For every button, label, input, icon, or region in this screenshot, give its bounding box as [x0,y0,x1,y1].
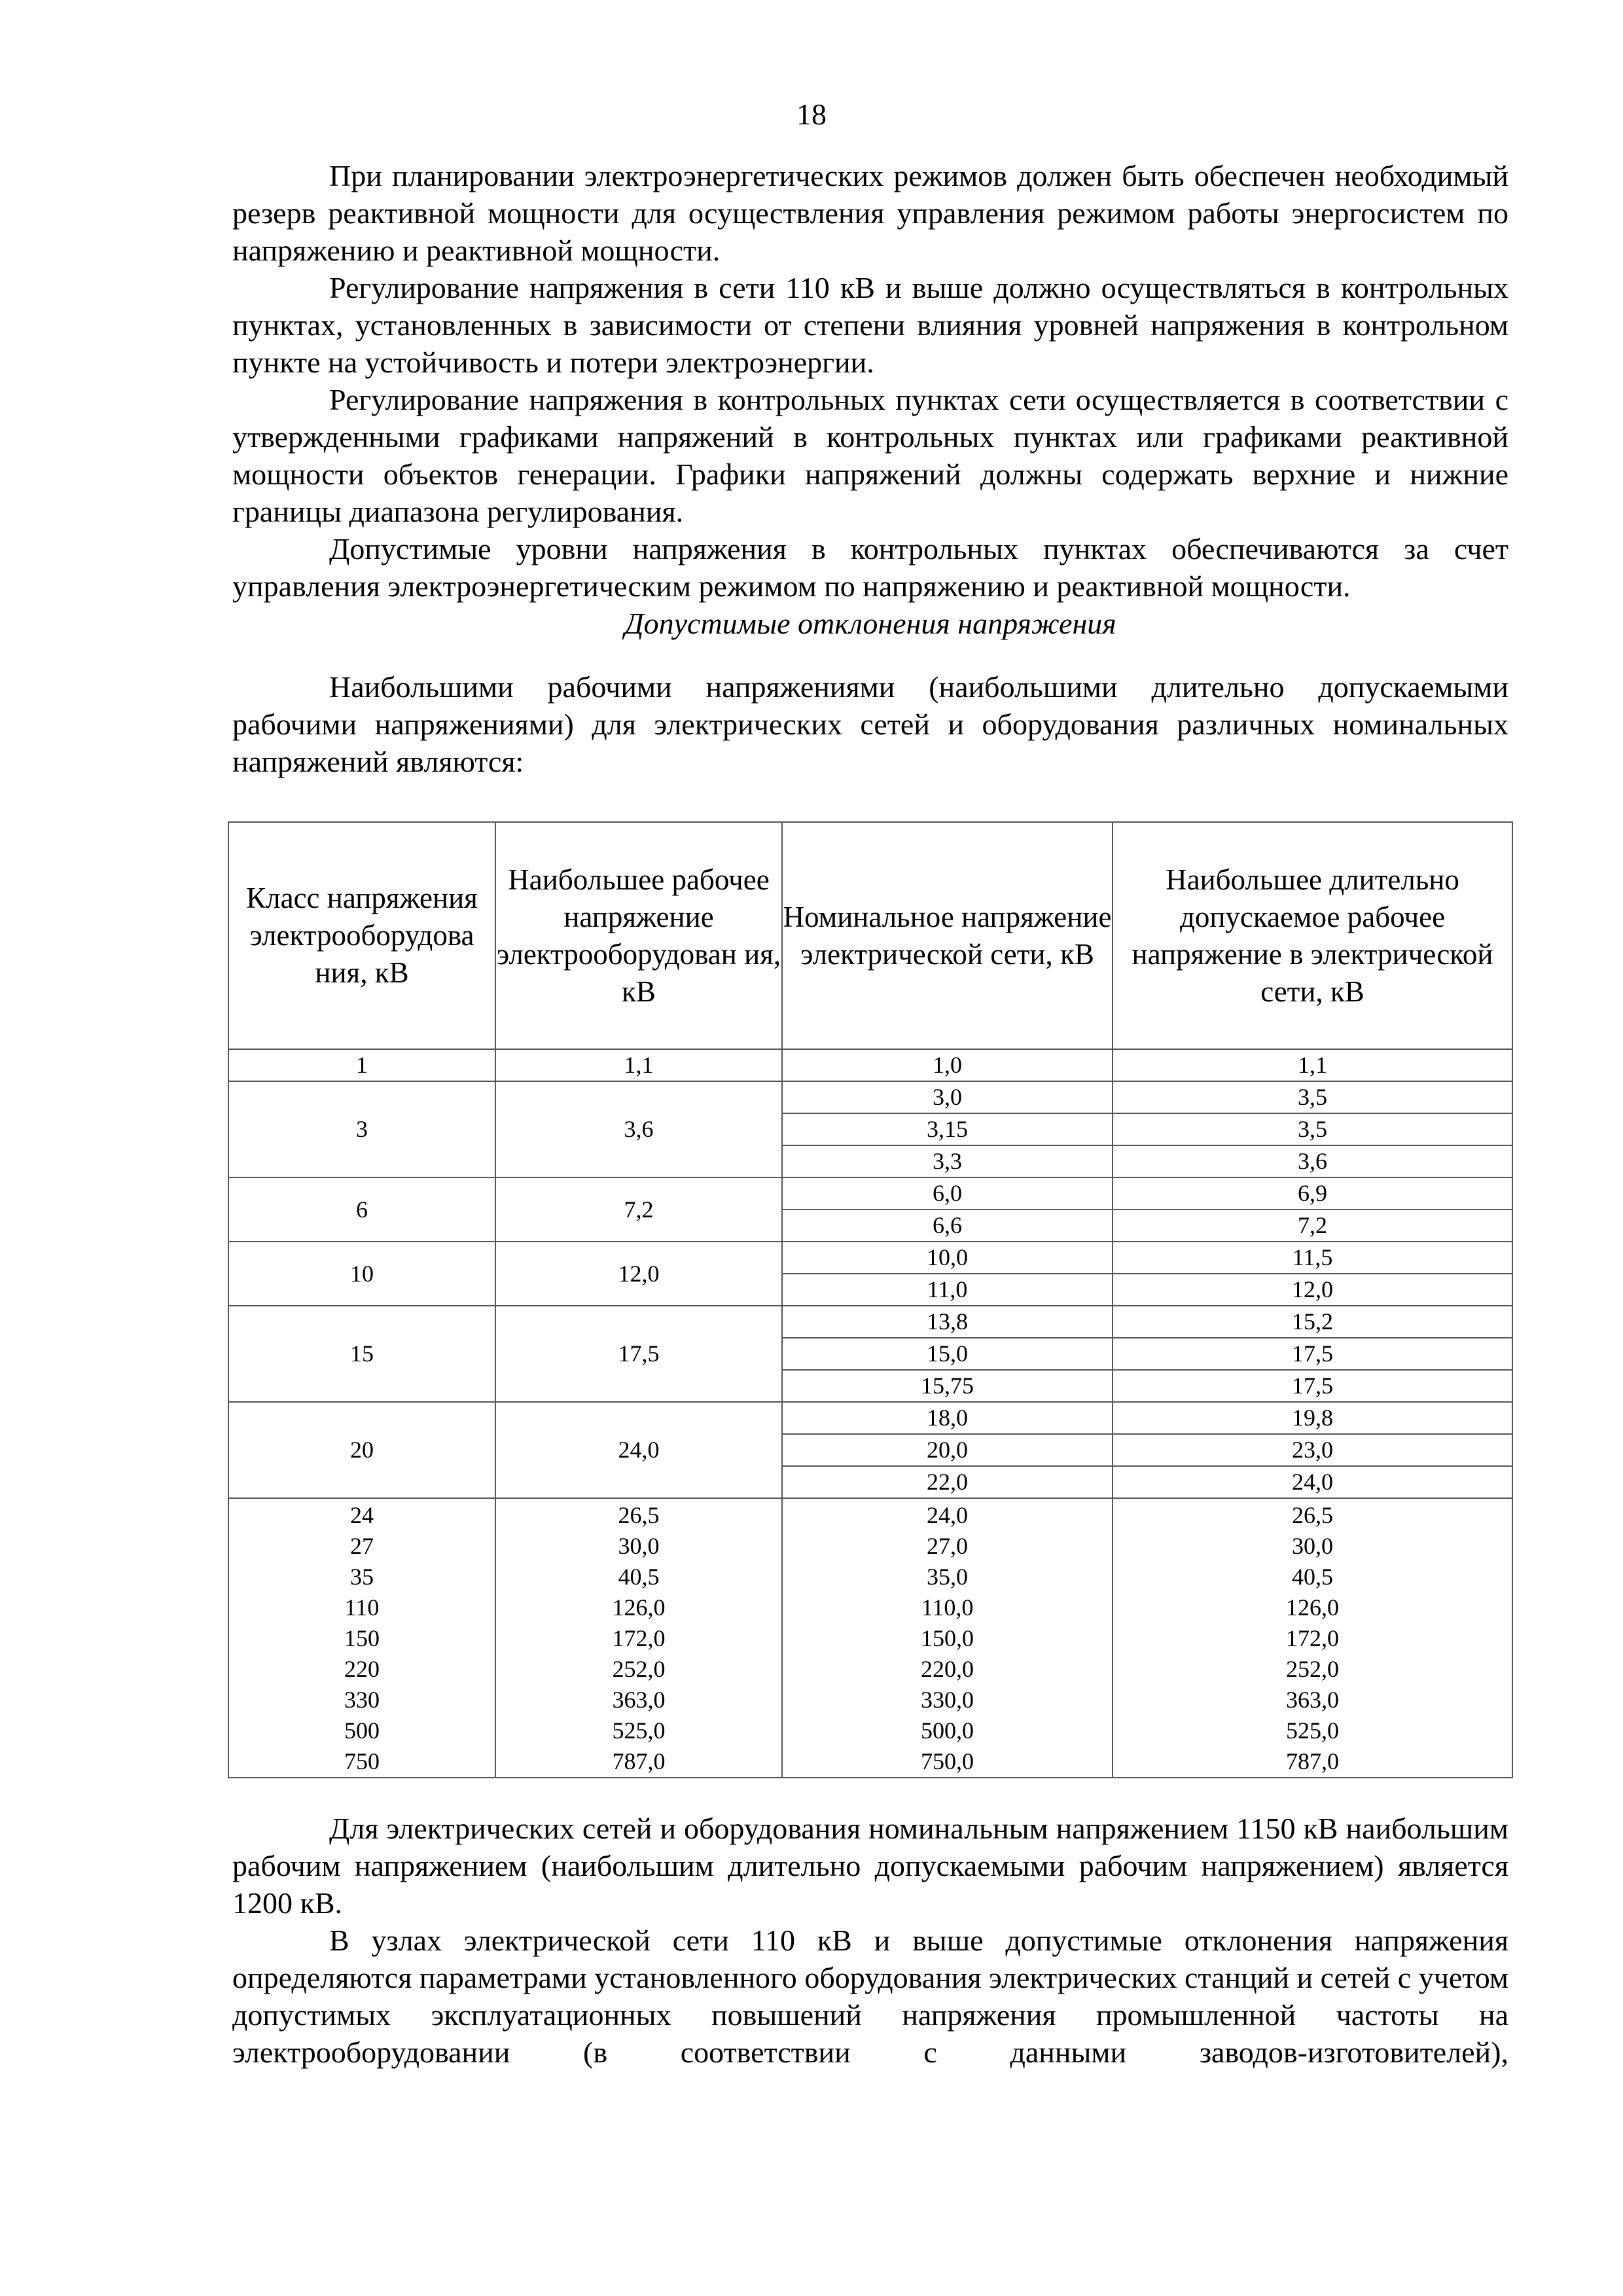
table-row [228,1177,1512,1210]
paragraph: При планировании электроэнергетических режимов должен быть обеспечен необходимый резерв реактивной мощности для осуществления управления режимом работы энергосистем по напряжению и реактивной мощности. [232,159,1508,267]
cell-value: 126,0 [612,1594,666,1621]
cell-value: 27,0 [927,1533,968,1559]
cell-value: 26,5 [618,1502,660,1528]
table-row [228,1306,1512,1338]
cell-nominal-voltage: 15,0 [782,1338,1113,1370]
paragraph: Допустимые уровни напряжения в контрольных пунктах обеспечиваются за счет управления электроэнергетическим режимом по напряжению и реактивной мощности. [232,532,1508,603]
cell-max-network-voltage: 23,0 [1113,1434,1512,1466]
cell-voltage-class: 15 [228,1306,495,1402]
cell-value: 787,0 [612,1748,666,1774]
cell-max-equipment-voltage: 3,6 [495,1081,782,1177]
paragraph: Регулирование напряжения в контрольных пунктах сети осуществляется в соответствии с утвержденными графиками напряжений в контрольных пунктах или графиками реактивной мощности объектов генерации. Графики напряжений должны содержать верхние и нижние границы диапазона регулирования. [232,383,1508,528]
cell-max-network-voltage: 7,2 [1113,1210,1512,1242]
cell-value: 150,0 [921,1625,974,1651]
top-text [232,157,1508,780]
cell-value: 40,5 [1292,1564,1333,1590]
cell-value: 252,0 [612,1656,666,1682]
cell-value: 220 [344,1656,380,1682]
cell-value: 35,0 [927,1564,968,1590]
cell-stack-nominal [782,1498,1113,1778]
cell-value: 172,0 [612,1625,666,1651]
cell-max-network-voltage: 1,1 [1113,1049,1512,1081]
cell-max-network-voltage: 3,5 [1113,1081,1512,1113]
cell-value: 26,5 [1292,1502,1333,1528]
cell-nominal-voltage: 6,0 [782,1177,1113,1210]
table-row [228,1402,1512,1434]
cell-value: 150 [344,1625,380,1651]
cell-max-equipment-voltage: 17,5 [495,1306,782,1402]
cell-value: 110,0 [921,1594,974,1621]
cell-nominal-voltage: 1,0 [782,1049,1113,1081]
cell-voltage-class: 10 [228,1242,495,1306]
cell-value: 750 [344,1748,380,1774]
cell-max-network-voltage: 3,5 [1113,1113,1512,1145]
cell-value: 525,0 [1286,1717,1339,1744]
cell-value: 525,0 [612,1717,666,1744]
intro-paragraph: Наибольшими рабочими напряжениями (наибольшими длительно допускаемыми рабочими напряжениями) для электрических сетей и оборудования различных номинальных напряжений являются: [232,670,1508,778]
header-max-network-voltage: Наибольшее длительно допускаемое рабочее напряжение в электрической сети, кВ [1113,822,1512,1049]
cell-max-equipment-voltage: 12,0 [495,1242,782,1306]
cell-value: 500,0 [921,1717,974,1744]
cell-value: 500 [344,1717,380,1744]
cell-value: 30,0 [618,1533,660,1559]
cell-value: 126,0 [1286,1594,1339,1621]
cell-nominal-voltage: 3,3 [782,1145,1113,1177]
cell-max-equipment-voltage: 1,1 [495,1049,782,1081]
table-row [228,1081,1512,1113]
cell-nominal-voltage: 15,75 [782,1370,1113,1402]
paragraph: Регулирование напряжения в сети 110 кВ и выше должно осуществляться в контрольных пунктах, установленных в зависимости от степени влияния уровней напряжения в контрольном пункте на устойчивость и потери электроэнергии. [232,271,1508,379]
voltage-table [228,821,1513,1778]
table-row [228,1498,1512,1778]
cell-value: 24 [350,1502,374,1528]
paragraph: Для электрических сетей и оборудования номинальным напряжением 1150 кВ наибольшим рабочим напряжением (наибольшим длительно допускаемыми рабочим напряжением) является 1200 кВ. [232,1812,1508,1920]
cell-voltage-class: 20 [228,1402,495,1498]
cell-value: 24,0 [927,1502,968,1528]
cell-value: 330,0 [921,1687,974,1713]
table-header-row [228,822,1512,1049]
cell-voltage-class: 6 [228,1177,495,1242]
cell-nominal-voltage: 20,0 [782,1434,1113,1466]
cell-nominal-voltage: 13,8 [782,1306,1113,1338]
cell-value: 40,5 [618,1564,660,1590]
cell-value: 35 [350,1564,374,1590]
cell-nominal-voltage: 3,15 [782,1113,1113,1145]
cell-stack-classes [228,1498,495,1778]
cell-max-network-voltage: 12,0 [1113,1274,1512,1306]
cell-max-network-voltage: 19,8 [1113,1402,1512,1434]
cell-value: 252,0 [1286,1656,1339,1682]
cell-stack-max-equipment [495,1498,782,1778]
cell-max-network-voltage: 17,5 [1113,1370,1512,1402]
cell-max-network-voltage: 11,5 [1113,1242,1512,1274]
header-voltage-class: Класс напряжения электрооборудова ния, кВ [228,822,495,1049]
cell-max-network-voltage: 15,2 [1113,1306,1512,1338]
table-row [228,1242,1512,1274]
header-max-equipment-voltage: Наибольшее рабочее напряжение электрооборудован ия, кВ [495,822,782,1049]
table-body [228,1049,1512,1778]
cell-max-network-voltage: 17,5 [1113,1338,1512,1370]
cell-value: 30,0 [1292,1533,1333,1559]
cell-nominal-voltage: 18,0 [782,1402,1113,1434]
section-heading: Допустимые отклонения напряжения [624,607,1116,640]
cell-nominal-voltage: 6,6 [782,1210,1113,1242]
table-row [228,1049,1512,1081]
cell-voltage-class: 3 [228,1081,495,1177]
cell-nominal-voltage: 10,0 [782,1242,1113,1274]
cell-value: 363,0 [612,1687,666,1713]
cell-value: 330 [344,1687,380,1713]
cell-value: 172,0 [1286,1625,1339,1651]
cell-nominal-voltage: 11,0 [782,1274,1113,1306]
cell-max-equipment-voltage: 24,0 [495,1402,782,1498]
cell-nominal-voltage: 3,0 [782,1081,1113,1113]
paragraph: В узлах электрической сети 110 кВ и выше допустимые отклонения напряжения определяются параметрами установленного оборудования электрических станций и сетей с учетом допустимых эксплуатационных повышений напряжения промышленной частоты на электрооборудовании (в соответствии с данными заводов-изготовителей), [232,1924,1508,2069]
cell-nominal-voltage: 22,0 [782,1466,1113,1498]
cell-value: 27 [350,1533,374,1559]
cell-max-network-voltage: 3,6 [1113,1145,1512,1177]
page-number: 18 [796,98,827,131]
cell-value: 220,0 [921,1656,974,1682]
cell-value: 363,0 [1286,1687,1339,1713]
header-nominal-network-voltage: Номинальное напряжение электрической сети, кВ [782,822,1113,1049]
cell-max-network-voltage: 6,9 [1113,1177,1512,1210]
bottom-text [232,1810,1508,2071]
cell-max-network-voltage: 24,0 [1113,1466,1512,1498]
cell-voltage-class: 1 [228,1049,495,1081]
cell-value: 750,0 [921,1748,974,1774]
cell-max-equipment-voltage: 7,2 [495,1177,782,1242]
cell-value: 110 [344,1594,380,1621]
cell-stack-max-network [1113,1498,1512,1778]
cell-value: 787,0 [1286,1748,1339,1774]
